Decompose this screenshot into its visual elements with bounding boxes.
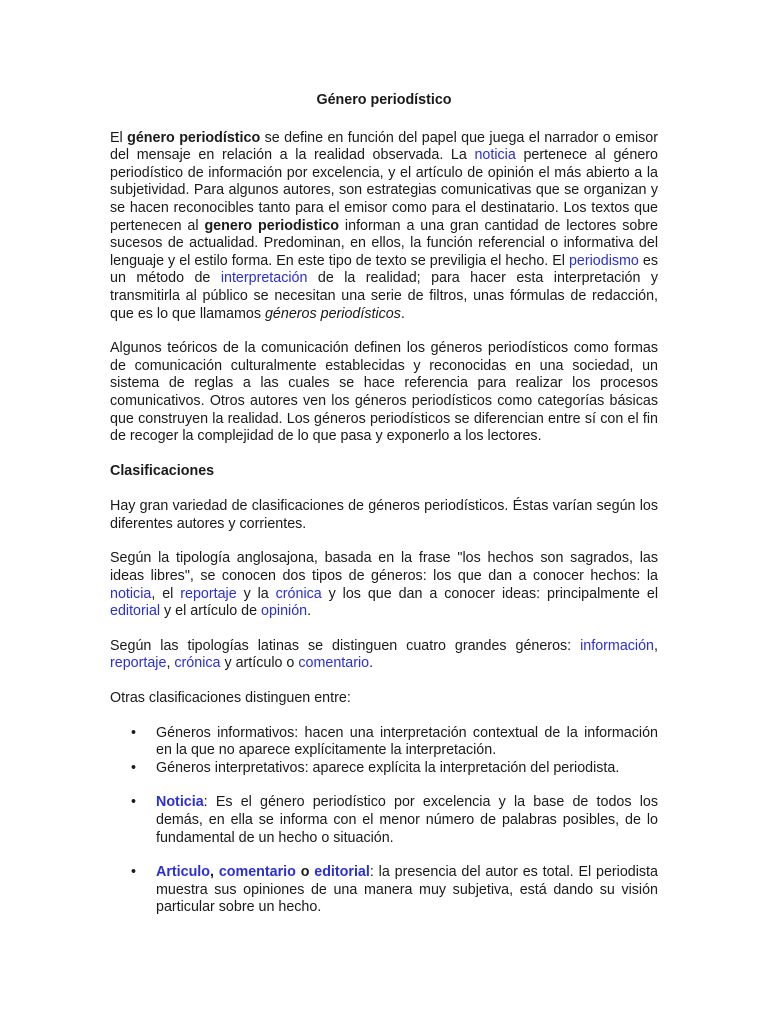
link-comentario-bold[interactable]: comentario (218, 864, 296, 881)
link-articulo-bold[interactable]: Articulo (156, 864, 211, 881)
link-cronica[interactable]: crónica (174, 655, 221, 672)
paragraph-intro: El género periodístico se define en función del papel que juega el narrador o emisor del mensaje en relación a la realidad observada. La noticia pertenece al género periodístico de información por excelencia, y el artículo de opinión el más abierto a la subjetividad. Para algunos autores, son estrategias comunicativas que se organizan y se hacen reconocibles tanto para el emisor como para el destinatario. Los textos que pertenecen al genero periodistico informan a una gran cantidad de lectores sobre sucesos de actualidad. Predominan, en ellos, la función referencial o informativa del lenguaje y el estilo forma. En este tipo de texto se previligia el hecho. El periodismo es un método de interpretación de la realidad; para hacer esta interpretación y transmitirla al público se necesitan una serie de filtros, unas fórmulas de redacción, que es lo que llamamos géneros periodísticos. (110, 129, 658, 322)
link-noticia[interactable]: noticia (474, 147, 516, 164)
paragraph-latinas: Según las tipologías latinas se distinguen cuatro grandes géneros: información, reportaje, crónica y artículo o comentario. (110, 637, 658, 672)
bullet-list-noticia (110, 794, 658, 847)
page-title: Género periodístico (316, 92, 452, 108)
bold-term: género periodístico (127, 129, 261, 146)
link-reportaje[interactable]: reportaje (110, 655, 167, 672)
link-reportaje[interactable]: reportaje (180, 585, 237, 602)
link-opinion[interactable]: opinión (261, 603, 308, 620)
link-editorial-bold[interactable]: editorial (314, 864, 370, 881)
section-heading: Clasificaciones (110, 462, 215, 479)
link-noticia[interactable]: noticia (110, 585, 152, 602)
link-cronica[interactable]: crónica (275, 585, 322, 602)
link-noticia-bold[interactable]: Noticia (156, 794, 204, 811)
paragraph-anglosajona: Según la tipología anglosajona, basada en la frase "los hechos son sagrados, las ideas libres", se conocen dos tipos de géneros: los que dan a conocer hechos: la noticia, el reportaje y la crónica y los que dan a conocer ideas: principalmente el editorial y el artículo de opinión. (110, 550, 659, 620)
link-comentario[interactable]: comentario (298, 655, 370, 672)
link-periodismo[interactable]: periodismo (568, 252, 639, 269)
italic-term: géneros periodísticos (264, 305, 401, 322)
list-item: • Articulo, comentario o editorial: la presencia del autor es total. El periodista muestra sus opiniones de una manera muy subjetiva, está dando su visión particular sobre un hecho. (156, 864, 658, 917)
list-item: • Géneros interpretativos: aparece explícita la interpretación del periodista. (156, 760, 658, 778)
paragraph-variedad: Hay gran variedad de clasificaciones de géneros periodísticos. Éstas varían según los diferentes autores y corrientes. (110, 498, 658, 532)
link-informacion[interactable]: información (580, 637, 655, 654)
paragraph-teoricos: Algunos teóricos de la comunicación definen los géneros periodísticos como formas de comunicación culturalmente establecidas y reconocidas en una sociedad, un sistema de reglas a las cuales se hace referencia para realizar los procesos comunicativos. Otros autores ven los géneros periodísticos como categorías básicas que construyen la realidad. Los géneros periodísticos se diferencian entre sí con el fin de recoger la complejidad de lo que pasa y exponerlo a los lectores. (110, 340, 658, 445)
link-interpretacion[interactable]: interpretación (220, 270, 308, 287)
list-item: • Noticia: Es el género periodístico por excelencia y la base de todos los demás, en ella se informa con el menor número de palabras posibles, de lo fundamental de un hecho o situación. (156, 794, 658, 847)
bullet-list-generos (110, 725, 658, 778)
list-item: • Géneros informativos: hacen una interpretación contextual de la información en la que no aparece explícitamente la interpretación. (156, 725, 658, 760)
bold-term: genero periodistico (204, 217, 340, 234)
paragraph-otras: Otras clasificaciones distinguen entre: (110, 690, 351, 707)
link-editorial[interactable]: editorial (110, 603, 161, 620)
bullet-list-articulo (110, 864, 658, 917)
